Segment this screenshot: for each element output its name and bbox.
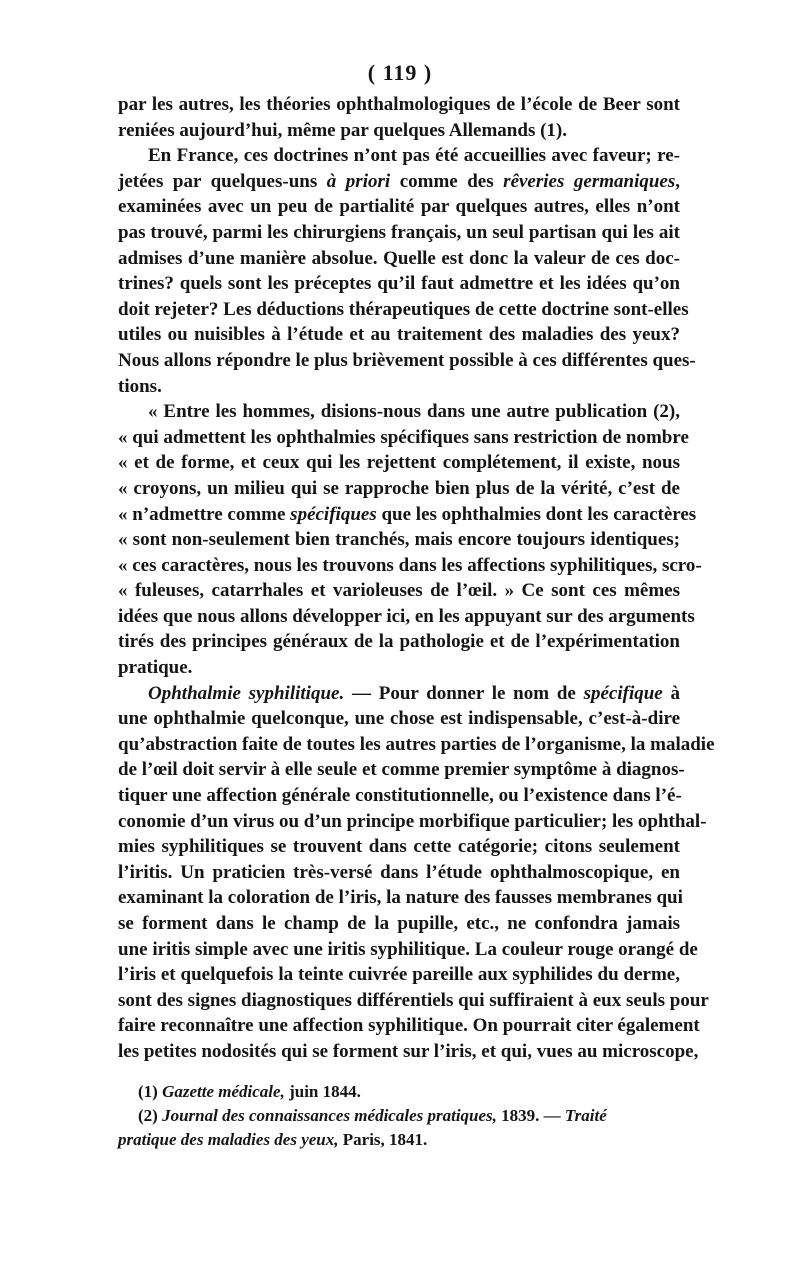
- body-text: [118, 92, 715, 1065]
- emphasis: spécifiques: [290, 503, 377, 525]
- text-line: une ophthalmie quelconque, une chose est indispensable, c’est-à-dire: [118, 708, 680, 730]
- text-line: admises d’une manière absolue. Quelle est donc la valeur de ces doc-: [118, 247, 680, 269]
- emphasis: à priori: [326, 170, 391, 192]
- footnote-line: (2) Journal des connaissances médicales pratiques, 1839. — Traité: [138, 1106, 607, 1125]
- text-line: trines? quels sont les préceptes qu’il faut admettre et les idées qu’on: [118, 273, 680, 295]
- footnote-line: (1) Gazette médicale, juin 1844.: [138, 1082, 361, 1101]
- text-line: se forment dans le champ de la pupille, etc., ne confondra jamais: [118, 913, 680, 934]
- text-line: « et de forme, et ceux qui les rejettent complétement, il existe, nous: [118, 452, 680, 474]
- text-line: utiles ou nuisibles à l’étude et au traitement des maladies des yeux?: [118, 324, 680, 346]
- text-line: jetées par quelques-uns à priori comme des rêveries germaniques,: [118, 170, 680, 192]
- text-line: les petites nodosités qui se forment sur l’iris, et qui, vues au microscope,: [118, 1040, 699, 1062]
- text-line: tirés des principes généraux de la pathologie et de l’expérimentation: [118, 631, 680, 653]
- text-line: tions.: [118, 375, 162, 397]
- text-line: idées que nous allons développer ici, en les appuyant sur des arguments: [118, 605, 695, 627]
- text-line: examinant la coloration de l’iris, la nature des fausses membranes qui: [118, 887, 683, 909]
- emphasis: Ophthalmie syphilitique.: [148, 682, 345, 704]
- text-line: conomie d’un virus ou d’un principe morbifique particulier; les ophthal-: [118, 810, 707, 832]
- text-line: Nous allons répondre le plus brièvement possible à ces différentes ques-: [118, 349, 696, 371]
- footnotes: [118, 1080, 680, 1152]
- text-line: « ces caractères, nous les trouvons dans les affections syphilitiques, scro-: [118, 554, 702, 576]
- emphasis: Traité: [564, 1106, 607, 1125]
- text-line: l’iritis. Un praticien très-versé dans l’étude ophthalmoscopique, en: [118, 861, 680, 883]
- emphasis: rêveries germaniques: [503, 170, 676, 192]
- text-line: une iritis simple avec une iritis syphilitique. La couleur rouge orangé de: [118, 938, 698, 960]
- text-line: reniées aujourd’hui, même par quelques Allemands (1).: [118, 119, 567, 141]
- text-line: sont des signes diagnostiques différentiels qui suffiraient à eux seuls pour: [118, 989, 709, 1011]
- emphasis: spécifique: [583, 682, 663, 704]
- text-line: « n’admettre comme spécifiques que les ophthalmies dont les caractères: [118, 503, 697, 525]
- text-line: faire reconnaître une affection syphilitique. On pourrait citer également: [118, 1015, 700, 1037]
- text-line: qu’abstraction faite de toutes les autres parties de l’organisme, la maladie: [118, 733, 715, 755]
- text-line: « croyons, un milieu qui se rapproche bien plus de la vérité, c’est de: [118, 477, 680, 499]
- footnote-line: pratique des maladies des yeux, Paris, 1841.: [118, 1130, 428, 1149]
- text-line: En France, ces doctrines n’ont pas été accueillies avec faveur; re-: [148, 145, 680, 167]
- text-line: par les autres, les théories ophthalmologiques de l’école de Beer sont: [118, 94, 680, 115]
- text-line: « sont non-seulement bien tranchés, mais encore toujours identiques;: [118, 529, 680, 551]
- text-line: examinées avec un peu de partialité par quelques autres, elles n’ont: [118, 196, 680, 218]
- text-line: « Entre les hommes, disions-nous dans une autre publication (2),: [148, 401, 680, 423]
- text-line: doit rejeter? Les déductions thérapeutiques de cette doctrine sont-elles: [118, 298, 689, 320]
- text-line: Ophthalmie syphilitique. — Pour donner le nom de spécifique à: [148, 682, 681, 704]
- emphasis: pratique des maladies des yeux,: [118, 1130, 339, 1149]
- text-line: de l’œil doit servir à elle seule et comme premier symptôme à diagnos-: [118, 759, 685, 781]
- text-line: l’iris et quelquefois la teinte cuivrée pareille aux syphilides du derme,: [118, 964, 680, 986]
- text-line: « fuleuses, catarrhales et varioleuses de l’œil. » Ce sont ces mêmes: [118, 580, 680, 602]
- text-line: tiquer une affection générale constitutionnelle, ou l’existence dans l’é-: [118, 785, 682, 807]
- emphasis: Gazette médicale,: [162, 1082, 285, 1101]
- page-number: ( 119 ): [367, 60, 433, 85]
- text-line: pas trouvé, parmi les chirurgiens français, un seul partisan qui les ait: [118, 221, 680, 243]
- text-line: pratique.: [118, 657, 193, 679]
- text-line: mies syphilitiques se trouvent dans cette catégorie; citons seulement: [118, 836, 680, 858]
- text-line: « qui admettent les ophthalmies spécifiques sans restriction de nombre: [118, 426, 689, 448]
- emphasis: Journal des connaissances médicales pratiques,: [162, 1106, 497, 1125]
